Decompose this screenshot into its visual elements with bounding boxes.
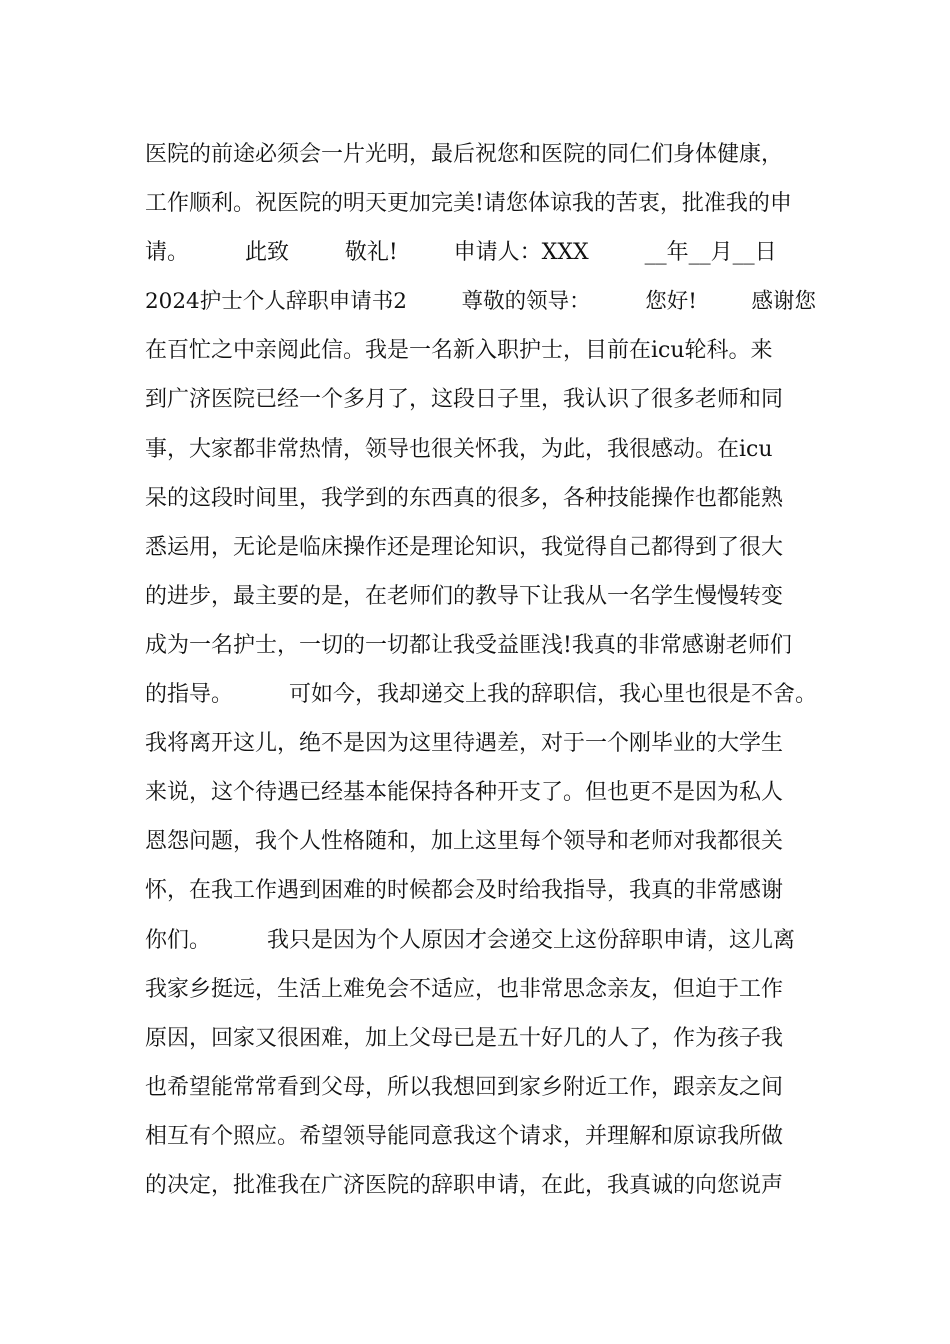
text-line: 悉运用，无论是临床操作还是理论知识，我觉得自己都得到了很大 [145, 534, 784, 560]
text-line: 怀，在我工作遇到困难的时候都会及时给我指导，我真的非常感谢 [145, 878, 784, 904]
text-line: 的进步，最主要的是，在老师们的教导下让我从一名学生慢慢转变 [145, 583, 784, 609]
letter-body [145, 130, 825, 1210]
text-line: 在百忙之中亲阅此信。我是一名新入职护士，目前在icu轮科。来 [145, 338, 773, 364]
text-line: 相互有个照应。希望领导能同意我这个请求，并理解和原谅我所做 [145, 1123, 784, 1149]
text-line: 成为一名护士，一切的一切都让我受益匪浅!我真的非常感谢老师们 [145, 632, 792, 658]
text-line: 你们。 我只是因为个人原因才会递交上这份辞职申请，这儿离 [145, 927, 795, 953]
text-line: 的决定，批准我在广济医院的辞职申请，在此，我真诚的向您说声 [145, 1172, 784, 1198]
text-line: 我家乡挺远，生活上难免会不适应，也非常思念亲友，但迫于工作 [145, 976, 784, 1002]
text-line: 我将离开这儿，绝不是因为这里待遇差，对于一个刚毕业的大学生 [145, 731, 784, 757]
text-line: 的指导。 可如今，我却递交上我的辞职信，我心里也很是不舍。 [145, 682, 817, 708]
text-line: 来说，这个待遇已经基本能保持各种开支了。但也更不是因为私人 [145, 780, 784, 806]
text-line: 恩怨问题，我个人性格随和，加上这里每个领导和老师对我都很关 [145, 829, 784, 855]
text-line: 工作顺利。祝医院的明天更加完美!请您体谅我的苦衷，批准我的申 [145, 191, 792, 217]
text-line: 原因，回家又很困难，加上父母已是五十好几的人了，作为孩子我 [145, 1025, 784, 1051]
text-line: 呆的这段时间里，我学到的东西真的很多，各种技能操作也都能熟 [145, 485, 784, 511]
text-line: 也希望能常常看到父母，所以我想回到家乡附近工作，跟亲友之间 [145, 1074, 784, 1100]
text-line: 医院的前途必须会一片光明，最后祝您和医院的同仁们身体健康， [145, 142, 784, 167]
text-line: 请。 此致 敬礼! 申请人：XXX __年__月__日 [145, 240, 777, 266]
text-line: 2024护士个人辞职申请书2 尊敬的领导： 您好! 感谢您 [145, 289, 817, 315]
text-line: 到广济医院已经一个多月了，这段日子里，我认识了很多老师和同 [145, 387, 784, 413]
text-line: 事，大家都非常热情，领导也很关怀我，为此，我很感动。在icu [145, 436, 773, 462]
